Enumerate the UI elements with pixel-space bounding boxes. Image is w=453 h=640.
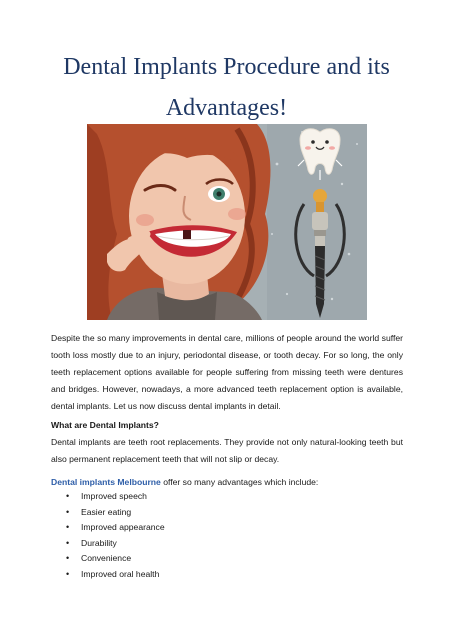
intro-paragraph: Despite the so many improvements in dental care, millions of people around the world suffer tooth loss mostly due to an injury, periodontal disease, or tooth decay. For so long, the only teeth replacement options available for people suffering from missing teeth were dentures and bridges. However, nowadays, a more advanced teeth replacement option is available, dental implants. Let us now discuss dental implants in detail.	[51, 333, 403, 411]
list-item	[51, 489, 391, 505]
dental-implants-melbourne-link[interactable]: Dental implants Melbourne	[51, 477, 161, 487]
page-title-line-2: Advantages!	[165, 95, 288, 121]
page-title-line-1: Dental Implants Procedure and its	[63, 54, 390, 80]
list-item	[51, 536, 391, 552]
list-item-label: Improved oral health	[81, 568, 160, 579]
bullet-icon: •	[66, 522, 70, 532]
hero-illustration	[87, 124, 367, 320]
bullet-icon: •	[66, 506, 70, 517]
benefits-list	[51, 489, 391, 582]
list-item-label: Convenience	[81, 553, 132, 563]
list-item-label: Easier eating	[81, 506, 132, 517]
section-heading-what-are-dental-implants: What are Dental Implants?	[51, 420, 159, 430]
woman-with-dental-implant-illustration	[87, 124, 367, 320]
list-item	[51, 551, 391, 567]
bullet-icon: •	[66, 568, 70, 579]
bullet-icon: •	[66, 553, 70, 563]
list-item	[51, 520, 391, 536]
list-item	[51, 567, 391, 583]
list-item-label: Durability	[81, 537, 117, 548]
advantages-intro-text: offer so many advantages which include:	[160, 477, 319, 487]
list-item-label: Improved speech	[81, 491, 147, 501]
bullet-icon: •	[66, 491, 70, 501]
definition-paragraph: Dental implants are teeth root replacements. They provide not only natural-looking teeth but also permanent replacement teeth that will not slip or decay.	[51, 437, 403, 464]
bullet-icon: •	[66, 537, 70, 548]
list-item-label: Improved appearance	[81, 522, 165, 532]
list-item	[51, 505, 391, 521]
